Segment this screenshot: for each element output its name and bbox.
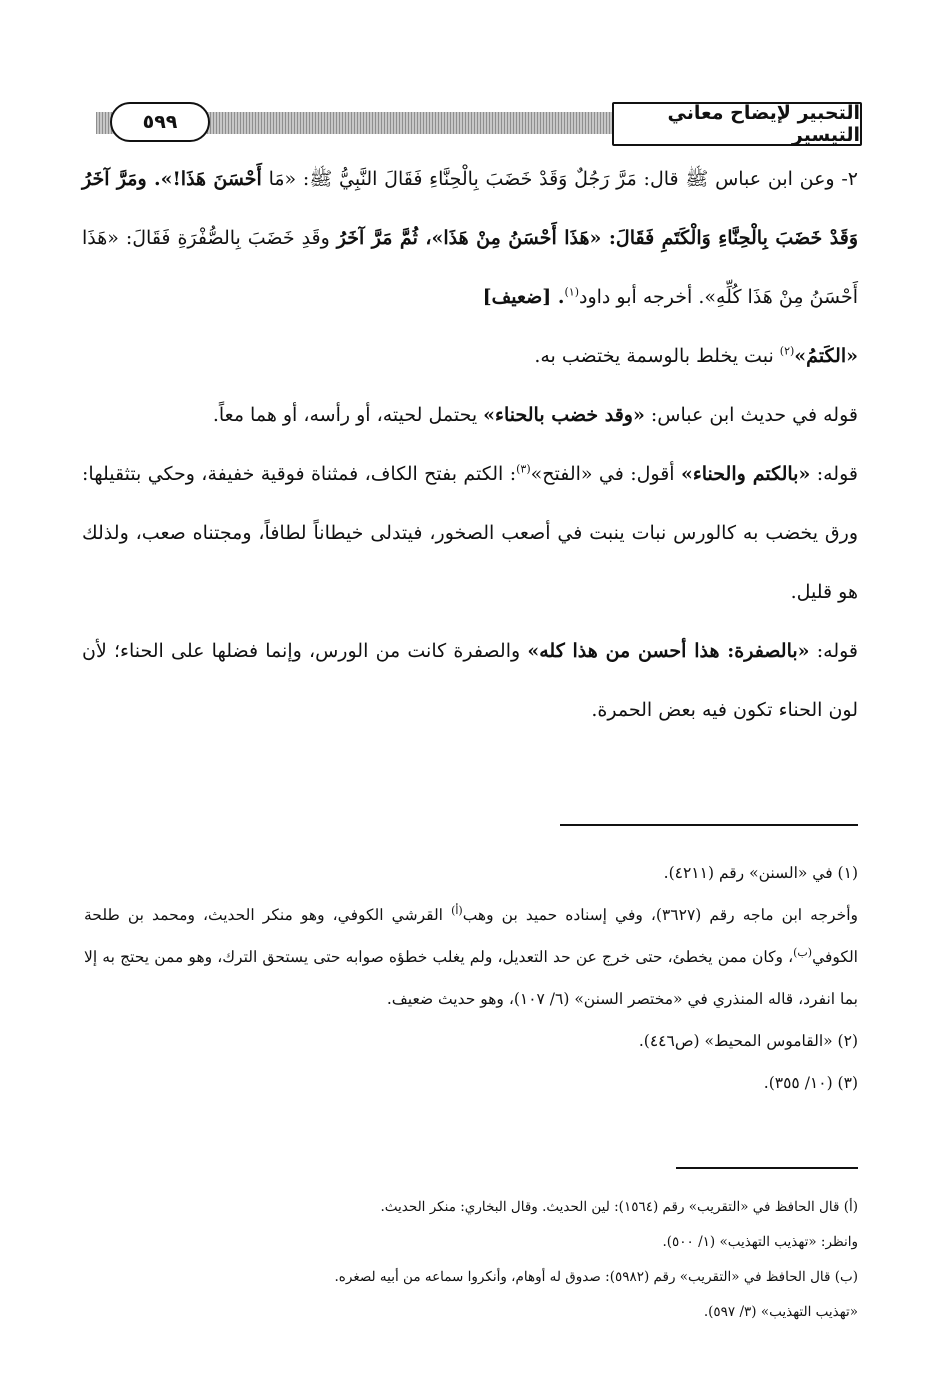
commentary-text: : الكتم بفتح الكاف، فمثناة فوقية خفيفة، وحكي بتثقيلها: ورق يخضب به كالورس نبات ينبت في أصعب الصخور، فيتدلى خيطاناً لطافاً، ومجتناه صعب، ولذلك هو قليل. [82, 463, 858, 603]
commentary-paragraph-2 [82, 445, 858, 622]
main-text [82, 150, 858, 740]
gloss-paragraph [82, 327, 858, 386]
footnote-text: وأخرجه ابن ماجه رقم (٣٦٢٧)، وفي إسناده حميد بن وهب [462, 906, 858, 924]
footnote-3: (٣) (١٠/ ٣٥٥). [763, 1074, 858, 1092]
subnote-separator [676, 1167, 858, 1169]
subnote-a: (أ) قال الحافظ في «التقريب» رقم (١٥٦٤): لين الحديث. وقال البخاري: منكر الحديث. [380, 1199, 858, 1215]
subnote-a-see-also: وانظر: «تهذيب التهذيب» (١/ ٥٠٠). [662, 1234, 858, 1250]
footnote-2: (٢) «القاموس المحيط» (ص٤٤٦). [638, 1032, 858, 1050]
commentary-quote: «وقد خضب بالحناء» [483, 404, 645, 426]
subnote-b: (ب) قال الحافظ في «التقريب» رقم (٥٩٨٢): صدوق له أوهام، وأنكروا سماعه من أبيه لصغره. [334, 1269, 858, 1285]
hadith-line-2: أَحْسَنَ هَذَا!». ومَرَّ آخَرُ وَقَدْ خَضَبَ بِالْحِنَّاءِ وَالْكَتَمِ فَقَالَ: «هَذَا أَحْسَنُ مِنْ هَذَا»، ثُمَّ مَرَّ آخَرُ [82, 168, 859, 249]
hadith-line-3: وقَدِ خَضَبَ بِالصُّفْرَةِ فَقَالَ: «هَذَا أَحْسَنُ مِنْ هَذَا كُلِّهِ». أخرجه أبو داود [82, 227, 858, 308]
book-title: التحبير لإيضاح معاني التيسير [612, 102, 862, 146]
gloss-term: «الكَتمُ» [794, 345, 858, 367]
footnote-1-detail [84, 894, 858, 1020]
commentary-lead: قوله: [809, 640, 859, 662]
footnote-text: ، وكان ممن يخطئ، حتى خرج عن حد التعديل، ولم يغلب خطؤه صوابه حتى يستحق الترك، وهو ممن يحتج به إلا بما انفرد، قاله المنذري في «مختصر السنن» (٦/ ١٠٧)، وهو حديث ضعيف. [84, 948, 858, 1008]
footnote-ref-2: (٢) [779, 344, 795, 358]
subnote-ref-a: (أ) [451, 903, 463, 917]
running-header [96, 98, 862, 148]
commentary-lead: قوله: [810, 463, 858, 485]
commentary-quote: «بالصفرة: هذا أحسن من هذا كله» [527, 640, 810, 662]
footnote-ref-1: (١) [564, 285, 580, 299]
subnote-ref-b: (ب) [793, 945, 813, 959]
footnotes [84, 852, 858, 1104]
hadith-grade: . [ضعيف] [482, 286, 565, 308]
footnote-ref-3: (٣) [516, 462, 531, 476]
footnote-text: القرشي الكوفي، وهو منكر الحديث، ومحمد بن طلحة الكوفي [84, 906, 858, 966]
commentary-paragraph-3 [82, 622, 858, 740]
subnote-b-see-also: «تهذيب التهذيب» (٣/ ٥٩٧). [703, 1304, 858, 1320]
commentary-lead: قوله في حديث ابن عباس: [644, 404, 858, 426]
commentary-text: أقول: في «الفتح» [530, 463, 681, 485]
footnote-1: (١) في «السنن» رقم (٤٢١١). [663, 864, 858, 882]
commentary-text: يحتمل لحيته، أو رأسه، أو هما معاً. [212, 404, 484, 426]
commentary-quote: «بالكتم والحناء» [680, 463, 811, 485]
commentary-paragraph-1 [82, 386, 858, 445]
page-number: ٥٩٩ [110, 102, 210, 142]
gloss-text: نبت يخلط بالوسمة يختضب به. [534, 345, 780, 367]
hadith-paragraph [82, 150, 858, 327]
commentary-text: والصفرة كانت من الورس، وإنما فضلها على الحناء؛ لأن لون الحناء تكون فيه بعض الحمرة. [82, 640, 858, 721]
footnote-separator [560, 824, 858, 826]
subnotes [84, 1190, 858, 1330]
hadith-line-1: ٢- وعن ابن عباس ﷺ قال: مَرَّ رَجُلٌ وَقَدْ خَضَبَ بِالْحِنَّاءِ فَقَالَ النَّبِيُّ ﷺ: «مَا [268, 168, 858, 190]
